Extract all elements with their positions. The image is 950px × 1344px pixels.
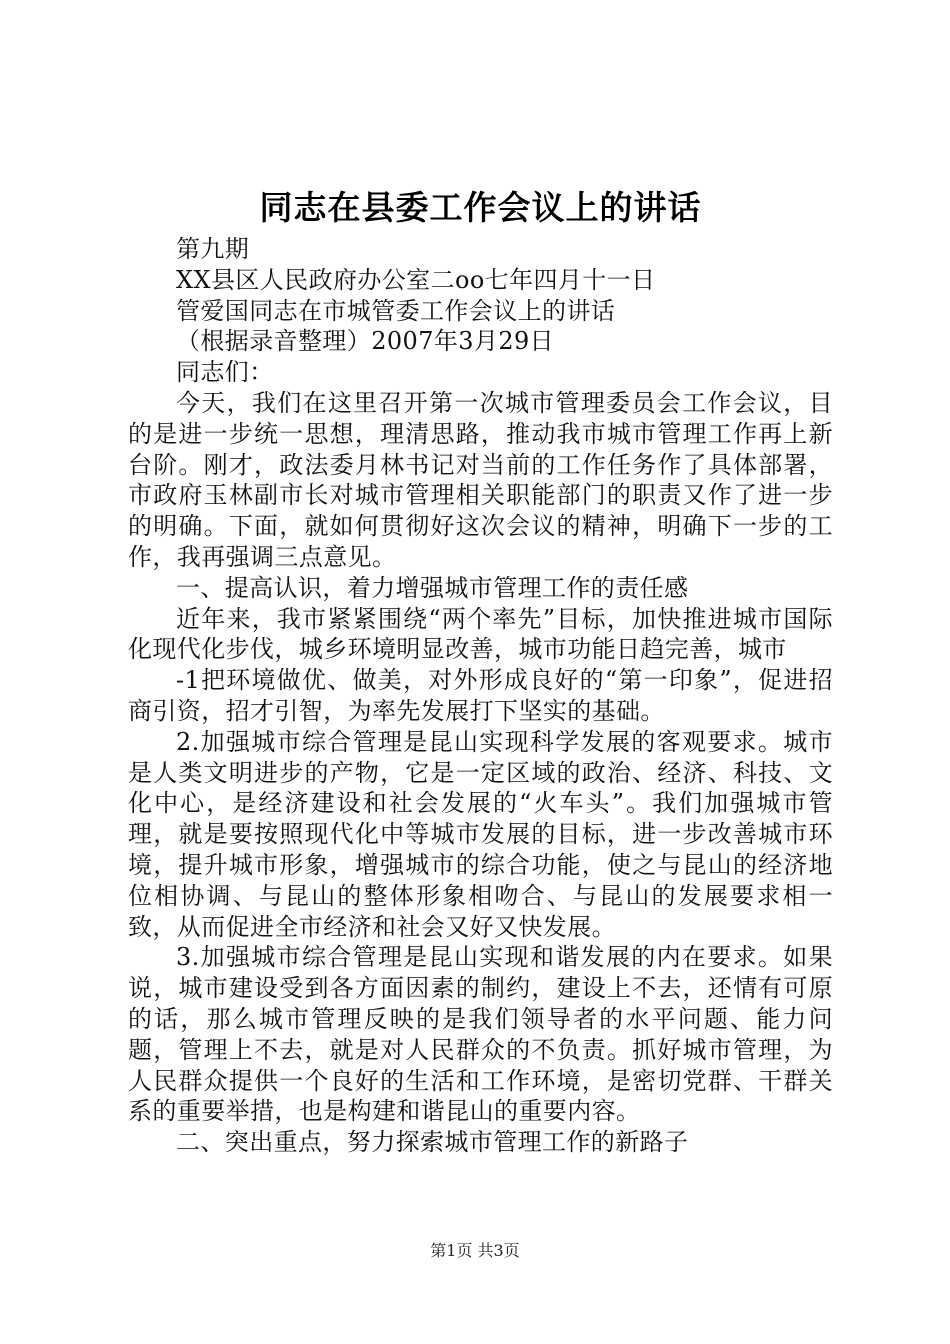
speech-heading: 管爱国同志在市城管委工作会议上的讲话 bbox=[176, 296, 616, 325]
body-paragraph: 3.加强城市综合管理是昆山实现和谐发展的内在要求。如果说，城市建设受到各方面因素的制约，建设上不去，还情有可原的话，那么城市管理反映的是我们领导者的水平问题、能力问题，管理上不去，就是对人民群众的不负责。抓好城市管理，为人民群众提供一个良好的生活和工作环境，是密切党群、干群关系的重要举措，也是构建和谐昆山的重要内容。 bbox=[128, 943, 833, 1126]
transcript-note: （根据录音整理）2007年3月29日 bbox=[176, 327, 555, 356]
document-body bbox=[128, 234, 833, 1158]
body-paragraph: -1把环境做优、做美，对外形成良好的“第一印象”，促进招商引资，招才引智，为率先发展打下坚实的基础。 bbox=[128, 666, 833, 725]
document-page bbox=[128, 0, 833, 1344]
issue-number: 第九期 bbox=[176, 235, 250, 263]
salutation: 同志们： bbox=[176, 358, 274, 387]
section-heading: 二、突出重点，努力探索城市管理工作的新路子 bbox=[176, 1128, 689, 1157]
page-footer: 第1页 共3页 bbox=[430, 1241, 520, 1260]
body-paragraph: 2.加强城市综合管理是昆山实现科学发展的客观要求。城市是人类文明进步的产物，它是一定区域的政治、经济、科技、文化中心，是经济建设和社会发展的“火车头”。我们加强城市管理，就是要按照现代化中等城市发展的目标，进一步改善城市环境，提升城市形象，增强城市的综合功能，使之与昆山的经济地位相协调、与昆山的整体形象相吻合、与昆山的发展要求相一致，从而促进全市经济和社会又好又快发展。 bbox=[128, 727, 833, 941]
section-heading: 一、提高认识，着力增强城市管理工作的责任感 bbox=[176, 573, 689, 602]
issuer-date-line: XX县区人民政府办公室二oo七年四月十一日 bbox=[176, 265, 656, 294]
document-title: 同志在县委工作会议上的讲话 bbox=[259, 188, 702, 227]
body-paragraph: 今天，我们在这里召开第一次城市管理委员会工作会议，目的是进一步统一思想，理清思路，推动我市城市管理工作再上新台阶。刚才，政法委月林书记对当前的工作任务作了具体部署，市政府玉林副市长对城市管理相关职能部门的职责又作了进一步的明确。下面，就如何贯彻好这次会议的精神，明确下一步的工作，我再强调三点意见。 bbox=[128, 388, 833, 571]
body-paragraph: 近年来，我市紧紧围绕“两个率先”目标，加快推进城市国际化现代化步伐，城乡环境明显改善，城市功能日趋完善，城市 bbox=[128, 604, 833, 664]
